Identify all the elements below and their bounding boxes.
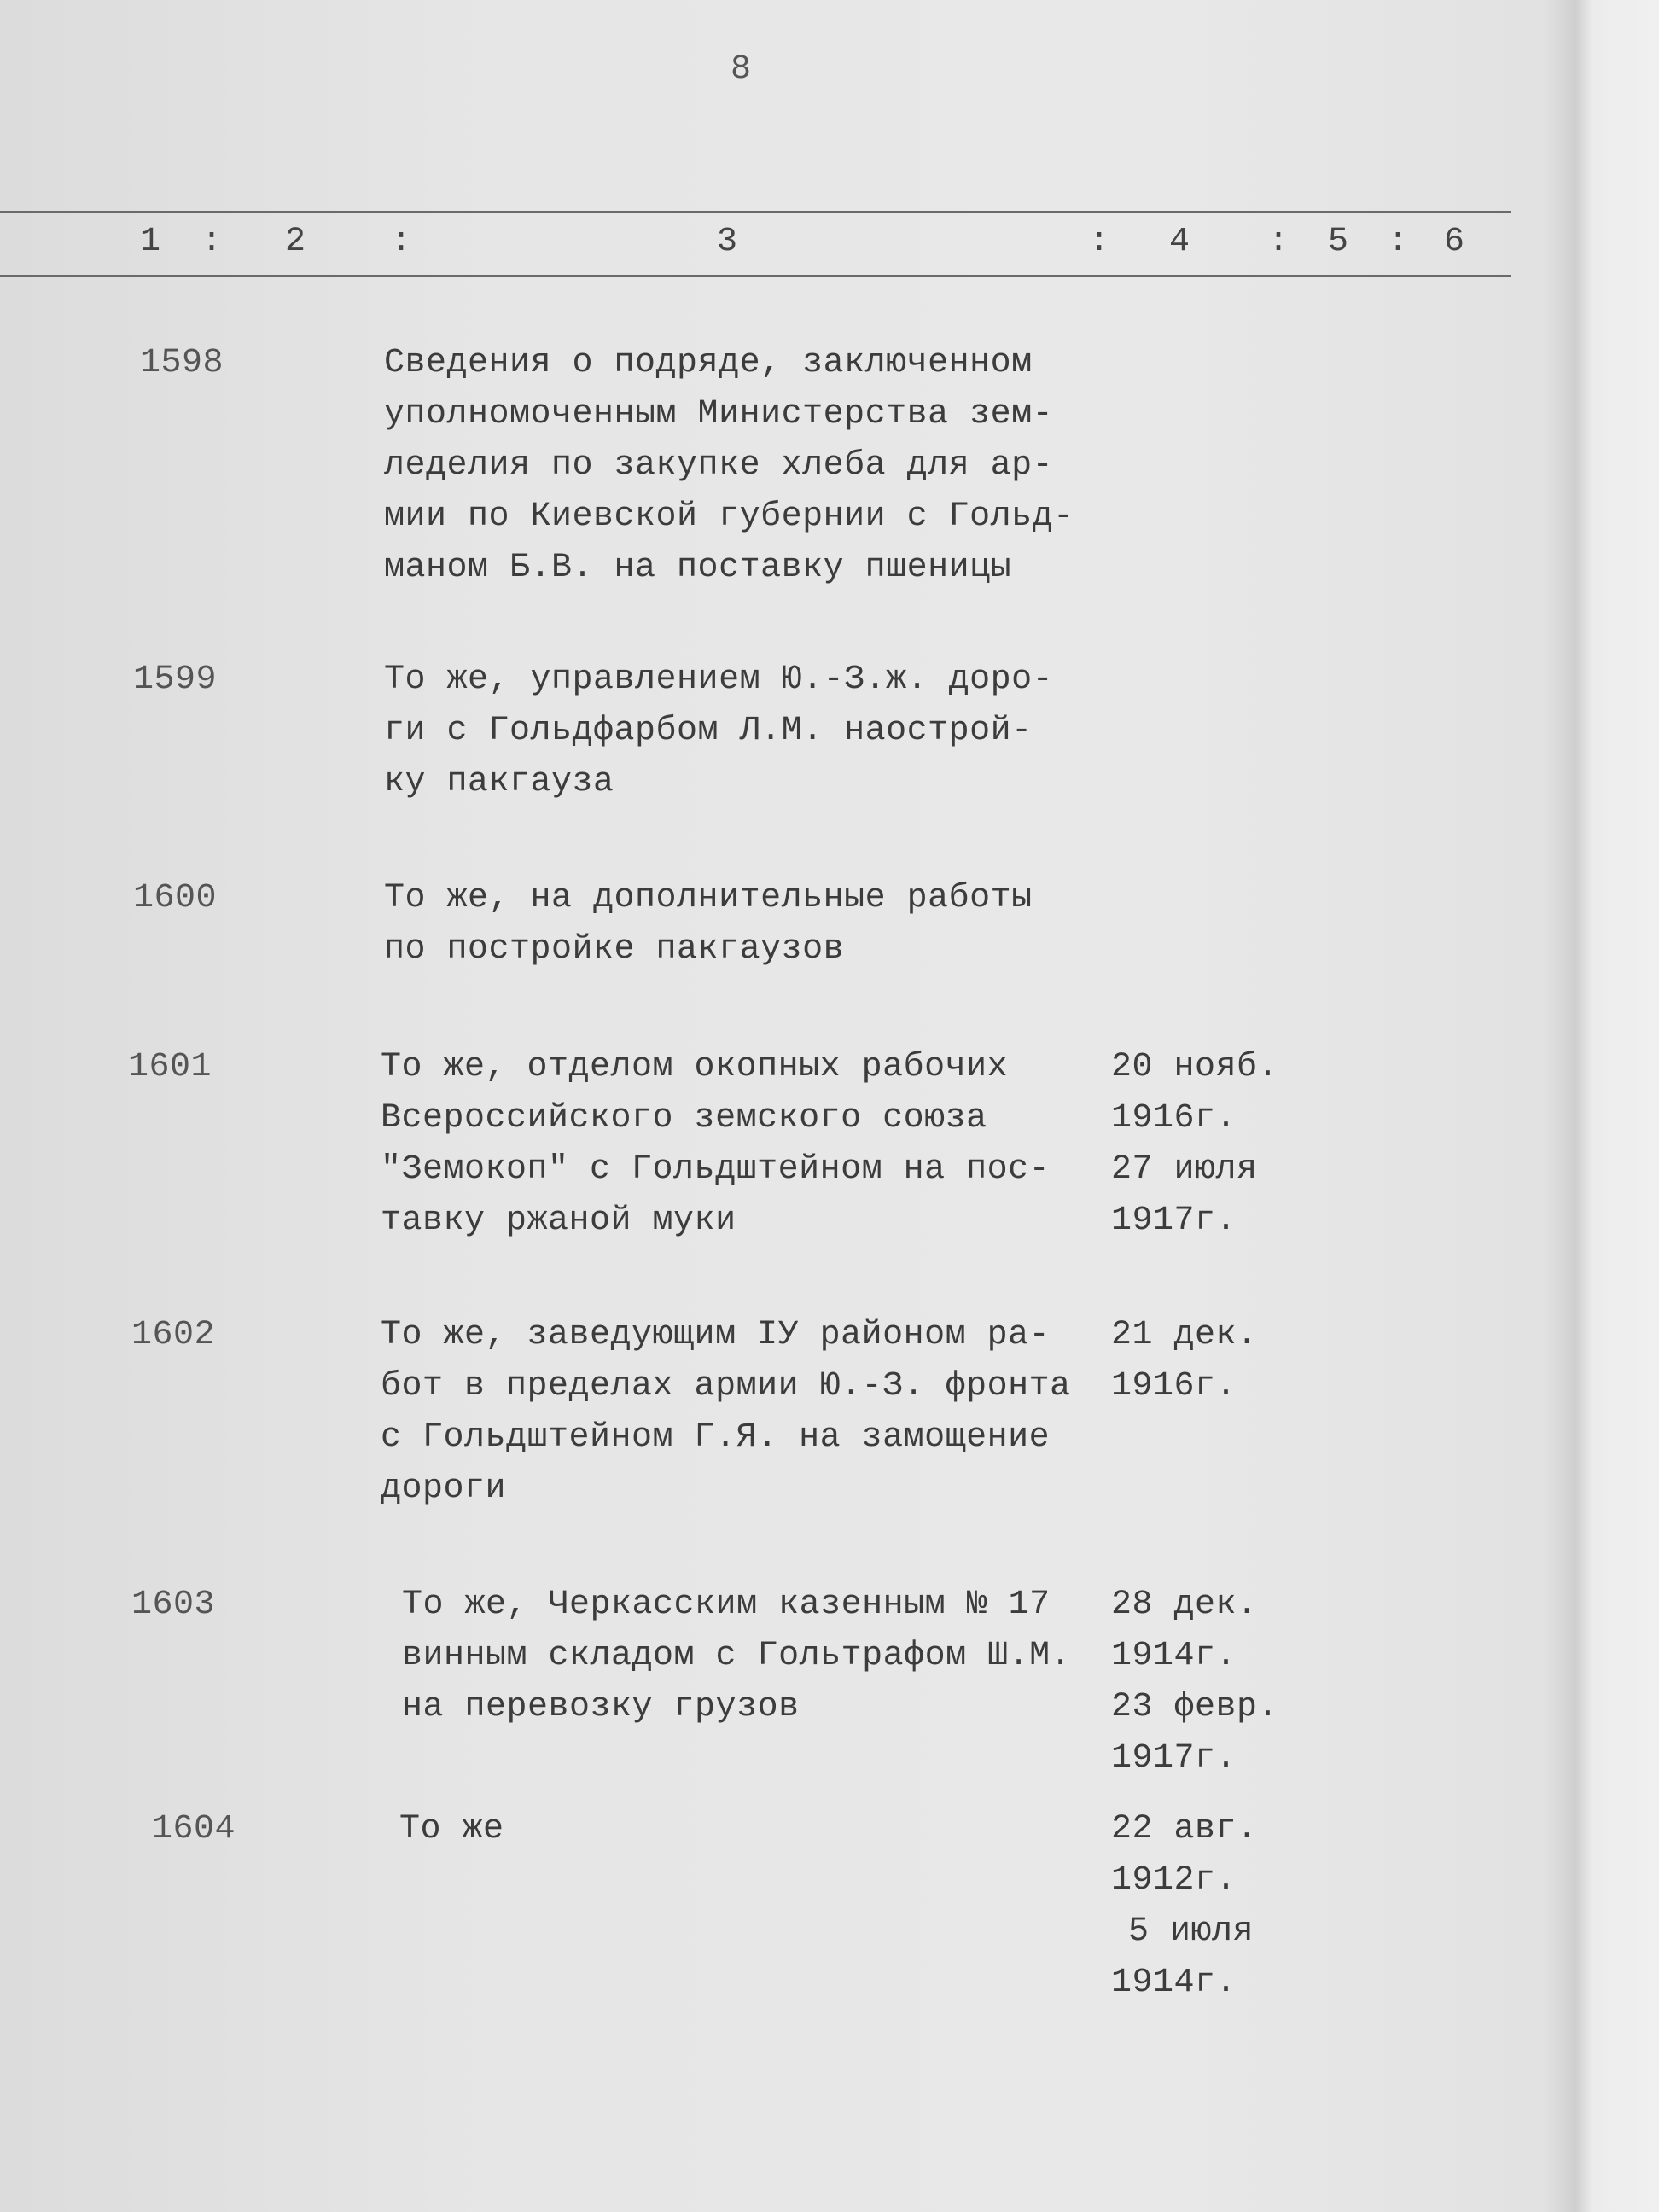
date-line: 1917г. [1111, 1739, 1237, 1778]
column-header: 5 [1328, 223, 1349, 261]
entry-description [384, 873, 1033, 975]
entry-description [381, 1310, 1071, 1515]
entry-dates [1111, 1580, 1278, 1784]
description-line: уполномоченным Министерства зем- [384, 395, 1054, 434]
description-line: То же, на дополнительные работы [384, 879, 1033, 917]
description-line: "Земокоп" с Гольдштейном на пос- [381, 1150, 1051, 1189]
description-line: тавку ржаной муки [381, 1202, 736, 1240]
column-separator: : [391, 223, 412, 261]
date-line: 27 июля [1111, 1150, 1258, 1189]
column-separator: : [201, 223, 223, 261]
description-line: То же, заведующим IУ районом ра- [381, 1316, 1051, 1354]
entry-description [384, 655, 1053, 808]
entry-description [402, 1580, 1071, 1733]
entry-number: 1604 [152, 1810, 236, 1848]
header-top-rule [0, 211, 1511, 213]
entry-dates [1111, 1804, 1258, 2009]
entry-number: 1598 [140, 344, 224, 382]
description-line: бот в пределах армии Ю.-З. фронта [381, 1367, 1071, 1406]
entry-description [384, 338, 1074, 594]
column-separator: : [1268, 223, 1289, 261]
date-line: 1917г. [1111, 1202, 1237, 1240]
description-line: леделия по закупке хлеба для ар- [384, 446, 1054, 485]
description-line: ги с Гольдфарбом Л.М. наострой- [384, 712, 1033, 750]
entry-number: 1599 [133, 661, 218, 699]
description-line: с Гольдштейном Г.Я. на замощение [381, 1418, 1051, 1457]
description-line: То же, управлением Ю.-З.ж. доро- [384, 661, 1054, 699]
entry-description [381, 1042, 1050, 1247]
column-separator: : [1388, 223, 1409, 261]
description-line: ку пакгауза [384, 763, 614, 801]
entry-number: 1603 [131, 1586, 216, 1624]
column-header: 2 [285, 223, 306, 261]
description-line: То же [399, 1810, 504, 1848]
column-header: 1 [140, 223, 161, 261]
description-line: дороги [381, 1470, 507, 1508]
date-line: 1914г. [1111, 1637, 1237, 1675]
date-line: 22 авг. [1111, 1810, 1258, 1848]
date-line: 1914г. [1111, 1964, 1237, 2002]
date-line: 21 дек. [1111, 1316, 1258, 1354]
column-header: 6 [1444, 223, 1465, 261]
date-line: 20 нояб. [1111, 1048, 1279, 1086]
description-line: Всероссийского земского союза [381, 1099, 987, 1138]
date-line: 1916г. [1111, 1367, 1237, 1406]
header-bottom-rule [0, 275, 1511, 277]
description-line: винным складом с Гольтрафом Ш.М. [402, 1637, 1072, 1675]
description-line: Сведения о подряде, заключенном [384, 344, 1033, 382]
column-separator: : [1089, 223, 1110, 261]
column-header: 3 [717, 223, 738, 261]
date-line: 1916г. [1111, 1099, 1237, 1138]
page-number: 8 [731, 50, 752, 89]
entry-dates [1111, 1310, 1258, 1412]
date-line: 5 июля [1128, 1912, 1254, 1951]
date-line: 23 февр. [1111, 1688, 1279, 1726]
date-line: 28 дек. [1111, 1586, 1258, 1624]
entry-dates [1111, 1042, 1278, 1247]
column-header: 4 [1169, 223, 1190, 261]
description-line: на перевозку грузов [402, 1688, 800, 1726]
description-line: мии по Киевской губернии с Гольд- [384, 498, 1074, 536]
description-line: маном Б.В. на поставку пшеницы [384, 549, 1012, 587]
entry-description [399, 1804, 504, 1855]
description-line: То же, отделом окопных рабочих [381, 1048, 1009, 1086]
date-line: 1912г. [1111, 1861, 1237, 1900]
description-line: по постройке пакгаузов [384, 930, 845, 969]
entry-number: 1600 [133, 879, 218, 917]
entry-number: 1602 [131, 1316, 216, 1354]
entry-number: 1601 [128, 1048, 212, 1086]
description-line: То же, Черкасским казенным № 17 [402, 1586, 1051, 1624]
